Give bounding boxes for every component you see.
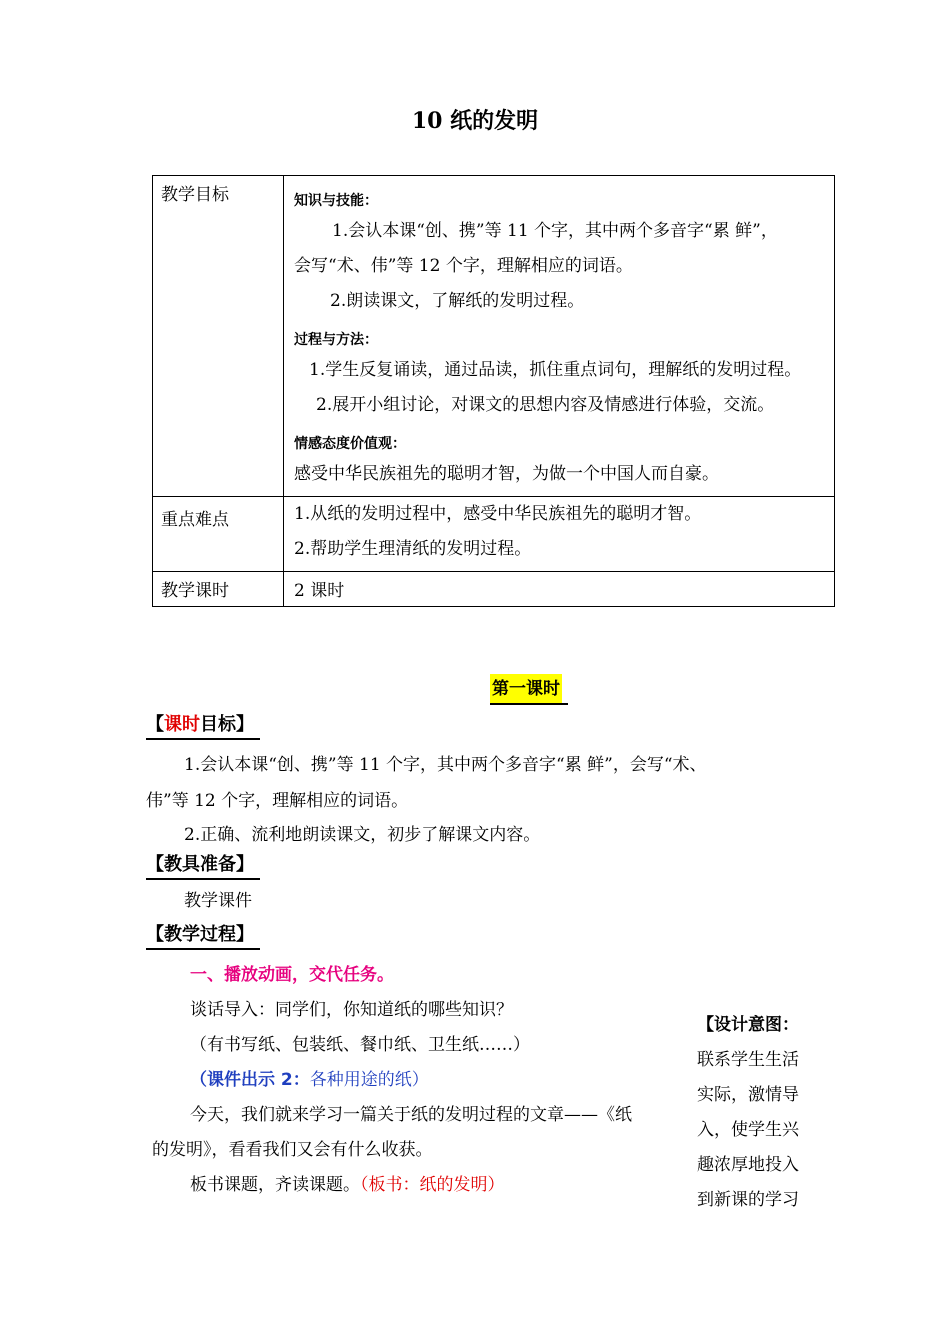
lesson-title: 第一课时: [490, 674, 562, 704]
design-intent-heading: 【设计意图：: [697, 1015, 799, 1035]
process-paragraph: 今天，我们就来学习一篇关于纸的发明过程的文章——《纸: [190, 1105, 632, 1125]
lesson-title-underline: [490, 703, 568, 705]
goals-heading-open: 【: [146, 714, 164, 735]
design-intent-line: 趣浓厚地投入: [697, 1155, 799, 1175]
courseware-note-text: 各种用途的纸）: [309, 1070, 429, 1090]
process-paragraph: [190, 1170, 505, 1195]
objectives-row: [153, 176, 835, 497]
goal-item: 1.会认本课“创、携”等 11 个字，其中两个多音字“累 鲜”，会写“术、: [184, 755, 707, 775]
keypoints-row: [153, 497, 835, 572]
process-paragraph: 谈话导入：同学们，你知道纸的哪些知识？: [190, 1000, 513, 1020]
process-paragraph: （有书写纸、包装纸、餐巾纸、卫生纸……）: [190, 1035, 530, 1055]
emotion-item: 感受中华民族祖先的聪明才智，为做一个中国人而自豪。: [294, 464, 719, 484]
process-item: 2.展开小组讨论，对课文的思想内容及情感进行体验，交流。: [316, 395, 775, 415]
design-intent-line: 到新课的学习: [697, 1190, 799, 1210]
design-intent-line: 联系学生生活: [697, 1050, 799, 1070]
prep-content: 教学课件: [184, 891, 252, 911]
knowledge-item: 会写“术、伟”等 12 个字，理解相应的词语。: [294, 256, 633, 276]
goals-heading-red: 课时: [164, 714, 200, 735]
document-title: 10 纸的发明: [411, 108, 539, 134]
keypoints-label: 重点难点: [153, 497, 284, 572]
process-heading-underline: [146, 948, 260, 950]
blackboard-note: （板书：纸的发明）: [360, 1175, 505, 1195]
process-heading: 过程与方法：: [294, 332, 378, 348]
emotion-heading: 情感态度价值观：: [294, 436, 406, 452]
knowledge-item: 1.会认本课“创、携”等 11 个字，其中两个多音字“累 鲜”，: [332, 221, 778, 241]
prep-heading-underline: [146, 878, 260, 880]
design-intent-line: 入，使学生兴: [697, 1120, 799, 1140]
step-heading: 一、播放动画，交代任务。: [190, 965, 394, 985]
process-section-heading: 【教学过程】: [146, 924, 254, 945]
process-paragraph: 的发明》，看看我们又会有什么收获。: [152, 1140, 433, 1160]
goal-item: 伟”等 12 个字，理解相应的词语。: [146, 791, 409, 811]
courseware-note: [190, 1065, 429, 1090]
hours-row: [153, 572, 835, 607]
objectives-content: [284, 176, 835, 497]
keypoint-item: 2.帮助学生理清纸的发明过程。: [294, 539, 532, 559]
blackboard-instruction: 板书课题，齐读课题。: [190, 1175, 360, 1195]
keypoints-content: [284, 497, 835, 572]
keypoint-item: 1.从纸的发明过程中，感受中华民族祖先的聪明才智。: [294, 504, 702, 524]
goals-heading: [146, 710, 254, 736]
prep-heading: 【教具准备】: [146, 854, 254, 875]
knowledge-heading: 知识与技能：: [294, 193, 378, 209]
objectives-label: 教学目标: [153, 176, 284, 497]
knowledge-item: 2.朗读课文，了解纸的发明过程。: [330, 291, 585, 311]
process-item: 1.学生反复诵读，通过品读，抓住重点词句，理解纸的发明过程。: [309, 360, 802, 380]
goals-heading-underline: [146, 738, 260, 740]
hours-label: 教学课时: [153, 572, 284, 607]
courseware-note-label: （课件出示 2：: [190, 1070, 310, 1090]
hours-value: 2 课时: [284, 572, 835, 607]
goals-heading-rest: 目标】: [200, 714, 254, 735]
goal-item: 2.正确、流利地朗读课文，初步了解课文内容。: [184, 825, 541, 845]
design-intent-line: 实际，激情导: [697, 1085, 799, 1105]
lesson-info-table: [152, 175, 835, 607]
